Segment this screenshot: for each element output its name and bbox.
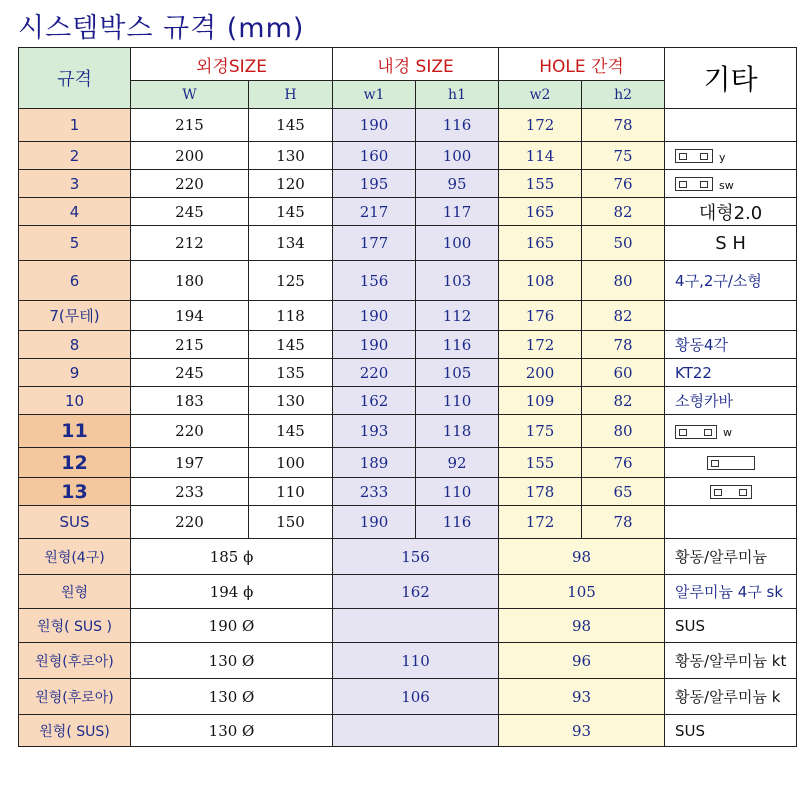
etc-cell bbox=[665, 142, 797, 170]
hole-w2-cell: 165 bbox=[499, 198, 582, 226]
spec-cell: 3 bbox=[19, 170, 131, 198]
spec-cell: 10 bbox=[19, 387, 131, 415]
inner-h1-cell: 100 bbox=[416, 226, 499, 261]
hole-w2-cell: 155 bbox=[499, 170, 582, 198]
outer-w-cell: 245 bbox=[131, 198, 249, 226]
table-row bbox=[19, 170, 797, 198]
table-row bbox=[19, 478, 797, 506]
inner-cell: 106 bbox=[333, 679, 499, 715]
subheader-h: H bbox=[249, 81, 333, 109]
etc-cell: SUS bbox=[665, 609, 797, 643]
etc-cell bbox=[665, 415, 797, 448]
box-diagram-icon bbox=[710, 485, 752, 499]
hole-cell: 105 bbox=[499, 575, 665, 609]
spec-cell: 9 bbox=[19, 359, 131, 387]
outer-w-cell: 180 bbox=[131, 261, 249, 301]
hole-w2-cell: 109 bbox=[499, 387, 582, 415]
etc-cell bbox=[665, 301, 797, 331]
inner-cell: 162 bbox=[333, 575, 499, 609]
table-row bbox=[19, 301, 797, 331]
hole-cell: 98 bbox=[499, 539, 665, 575]
spec-cell: 4 bbox=[19, 198, 131, 226]
box-diagram-icon bbox=[707, 456, 755, 470]
outer-h-cell: 145 bbox=[249, 109, 333, 142]
box-diagram-icon bbox=[675, 149, 713, 163]
inner-h1-cell: 116 bbox=[416, 331, 499, 359]
spec-cell: 원형( SUS) bbox=[19, 715, 131, 747]
table-row bbox=[19, 539, 797, 575]
etc-cell: 4구,2구/소형 bbox=[665, 261, 797, 301]
subheader-h1: h1 bbox=[416, 81, 499, 109]
etc-cell: 소형카바 bbox=[665, 387, 797, 415]
etc-cell: 대형2.0 bbox=[665, 198, 797, 226]
etc-cell bbox=[665, 170, 797, 198]
page-title: 시스템박스 규격 (mm) bbox=[18, 13, 305, 44]
inner-cell: 110 bbox=[333, 643, 499, 679]
table-row bbox=[19, 109, 797, 142]
spec-cell: 원형(후로아) bbox=[19, 643, 131, 679]
spec-cell: 6 bbox=[19, 261, 131, 301]
outer-h-cell: 125 bbox=[249, 261, 333, 301]
outer-h-cell: 130 bbox=[249, 387, 333, 415]
inner-w1-cell: 190 bbox=[333, 109, 416, 142]
etc-cell: 황동/알루미늄 kt bbox=[665, 643, 797, 679]
hole-w2-cell: 165 bbox=[499, 226, 582, 261]
inner-h1-cell: 118 bbox=[416, 415, 499, 448]
table-row bbox=[19, 226, 797, 261]
spec-cell: 5 bbox=[19, 226, 131, 261]
table-row bbox=[19, 448, 797, 478]
table-row bbox=[19, 643, 797, 679]
etc-cell bbox=[665, 448, 797, 478]
hole-h2-cell: 82 bbox=[582, 301, 665, 331]
subheader-w1: w1 bbox=[333, 81, 416, 109]
outer-diameter-cell: 130 Ø bbox=[131, 643, 333, 679]
outer-w-cell: 245 bbox=[131, 359, 249, 387]
etc-cell: 황동4각 bbox=[665, 331, 797, 359]
inner-w1-cell: 233 bbox=[333, 478, 416, 506]
hole-h2-cell: 78 bbox=[582, 506, 665, 539]
spec-cell: 원형(후로아) bbox=[19, 679, 131, 715]
table-row bbox=[19, 261, 797, 301]
table-row bbox=[19, 715, 797, 747]
inner-h1-cell: 110 bbox=[416, 478, 499, 506]
outer-w-cell: 233 bbox=[131, 478, 249, 506]
hole-w2-cell: 178 bbox=[499, 478, 582, 506]
spec-cell: 13 bbox=[19, 478, 131, 506]
etc-cell: 알루미늄 4구 sk bbox=[665, 575, 797, 609]
inner-h1-cell: 105 bbox=[416, 359, 499, 387]
hole-h2-cell: 80 bbox=[582, 415, 665, 448]
inner-w1-cell: 190 bbox=[333, 331, 416, 359]
spec-cell: SUS bbox=[19, 506, 131, 539]
hole-w2-cell: 172 bbox=[499, 331, 582, 359]
spec-cell: 원형( SUS ) bbox=[19, 609, 131, 643]
box-diagram-icon bbox=[675, 425, 717, 439]
outer-w-cell: 220 bbox=[131, 415, 249, 448]
table-row bbox=[19, 575, 797, 609]
etc-cell bbox=[665, 109, 797, 142]
etc-cell: 황동/알루미늄 bbox=[665, 539, 797, 575]
subheader-w2: w2 bbox=[499, 81, 582, 109]
header-inner-size: 내경 SIZE bbox=[333, 48, 499, 81]
outer-w-cell: 220 bbox=[131, 506, 249, 539]
etc-note: w bbox=[723, 426, 733, 439]
hole-h2-cell: 78 bbox=[582, 109, 665, 142]
spec-cell: 원형 bbox=[19, 575, 131, 609]
outer-h-cell: 100 bbox=[249, 448, 333, 478]
outer-h-cell: 150 bbox=[249, 506, 333, 539]
spec-cell: 7(무테) bbox=[19, 301, 131, 331]
hole-h2-cell: 78 bbox=[582, 331, 665, 359]
spec-cell: 11 bbox=[19, 415, 131, 448]
inner-h1-cell: 116 bbox=[416, 109, 499, 142]
outer-h-cell: 145 bbox=[249, 415, 333, 448]
outer-h-cell: 118 bbox=[249, 301, 333, 331]
hole-cell: 93 bbox=[499, 679, 665, 715]
inner-w1-cell: 217 bbox=[333, 198, 416, 226]
etc-cell: KT22 bbox=[665, 359, 797, 387]
hole-h2-cell: 76 bbox=[582, 170, 665, 198]
header-etc: 기타 bbox=[665, 48, 797, 109]
outer-diameter-cell: 130 Ø bbox=[131, 679, 333, 715]
outer-diameter-cell: 194 ϕ bbox=[131, 575, 333, 609]
hole-w2-cell: 172 bbox=[499, 109, 582, 142]
inner-h1-cell: 117 bbox=[416, 198, 499, 226]
hole-w2-cell: 175 bbox=[499, 415, 582, 448]
outer-h-cell: 134 bbox=[249, 226, 333, 261]
inner-w1-cell: 189 bbox=[333, 448, 416, 478]
table-row bbox=[19, 198, 797, 226]
outer-w-cell: 197 bbox=[131, 448, 249, 478]
spec-cell: 8 bbox=[19, 331, 131, 359]
inner-w1-cell: 190 bbox=[333, 301, 416, 331]
hole-cell: 96 bbox=[499, 643, 665, 679]
outer-h-cell: 135 bbox=[249, 359, 333, 387]
outer-w-cell: 194 bbox=[131, 301, 249, 331]
header-hole-spacing: HOLE 간격 bbox=[499, 48, 665, 81]
hole-h2-cell: 60 bbox=[582, 359, 665, 387]
table-row bbox=[19, 609, 797, 643]
outer-w-cell: 183 bbox=[131, 387, 249, 415]
table-row bbox=[19, 506, 797, 539]
table-row bbox=[19, 415, 797, 448]
hole-w2-cell: 176 bbox=[499, 301, 582, 331]
inner-h1-cell: 112 bbox=[416, 301, 499, 331]
outer-diameter-cell: 190 Ø bbox=[131, 609, 333, 643]
header-outer-size: 외경SIZE bbox=[131, 48, 333, 81]
table-row bbox=[19, 142, 797, 170]
subheader-h2: h2 bbox=[582, 81, 665, 109]
outer-w-cell: 215 bbox=[131, 331, 249, 359]
etc-note: y bbox=[719, 150, 726, 164]
hole-w2-cell: 155 bbox=[499, 448, 582, 478]
etc-note: sw bbox=[719, 178, 734, 192]
outer-h-cell: 145 bbox=[249, 198, 333, 226]
subheader-w: W bbox=[131, 81, 249, 109]
hole-h2-cell: 76 bbox=[582, 448, 665, 478]
etc-cell bbox=[665, 506, 797, 539]
spec-cell: 12 bbox=[19, 448, 131, 478]
inner-w1-cell: 190 bbox=[333, 506, 416, 539]
hole-w2-cell: 114 bbox=[499, 142, 582, 170]
table-row bbox=[19, 387, 797, 415]
inner-h1-cell: 92 bbox=[416, 448, 499, 478]
outer-diameter-cell: 130 Ø bbox=[131, 715, 333, 747]
inner-w1-cell: 195 bbox=[333, 170, 416, 198]
etc-cell bbox=[665, 478, 797, 506]
hole-h2-cell: 75 bbox=[582, 142, 665, 170]
table-row bbox=[19, 331, 797, 359]
hole-h2-cell: 80 bbox=[582, 261, 665, 301]
spec-cell: 1 bbox=[19, 109, 131, 142]
inner-h1-cell: 95 bbox=[416, 170, 499, 198]
outer-w-cell: 220 bbox=[131, 170, 249, 198]
hole-h2-cell: 65 bbox=[582, 478, 665, 506]
inner-h1-cell: 103 bbox=[416, 261, 499, 301]
hole-w2-cell: 108 bbox=[499, 261, 582, 301]
outer-h-cell: 145 bbox=[249, 331, 333, 359]
table-row bbox=[19, 679, 797, 715]
inner-w1-cell: 162 bbox=[333, 387, 416, 415]
etc-cell: SUS bbox=[665, 715, 797, 747]
inner-w1-cell: 156 bbox=[333, 261, 416, 301]
inner-cell bbox=[333, 609, 499, 643]
hole-cell: 93 bbox=[499, 715, 665, 747]
etc-cell: S H bbox=[665, 226, 797, 261]
outer-w-cell: 200 bbox=[131, 142, 249, 170]
inner-h1-cell: 100 bbox=[416, 142, 499, 170]
outer-h-cell: 120 bbox=[249, 170, 333, 198]
inner-cell: 156 bbox=[333, 539, 499, 575]
inner-w1-cell: 160 bbox=[333, 142, 416, 170]
inner-h1-cell: 110 bbox=[416, 387, 499, 415]
spec-table bbox=[18, 47, 797, 747]
inner-h1-cell: 116 bbox=[416, 506, 499, 539]
hole-h2-cell: 82 bbox=[582, 387, 665, 415]
hole-h2-cell: 50 bbox=[582, 226, 665, 261]
outer-h-cell: 110 bbox=[249, 478, 333, 506]
box-diagram-icon bbox=[675, 177, 713, 191]
hole-w2-cell: 172 bbox=[499, 506, 582, 539]
outer-w-cell: 215 bbox=[131, 109, 249, 142]
outer-h-cell: 130 bbox=[249, 142, 333, 170]
hole-cell: 98 bbox=[499, 609, 665, 643]
spec-cell: 2 bbox=[19, 142, 131, 170]
etc-cell: 황동/알루미늄 k bbox=[665, 679, 797, 715]
inner-w1-cell: 177 bbox=[333, 226, 416, 261]
inner-cell bbox=[333, 715, 499, 747]
outer-diameter-cell: 185 ϕ bbox=[131, 539, 333, 575]
outer-w-cell: 212 bbox=[131, 226, 249, 261]
spec-cell: 원형(4구) bbox=[19, 539, 131, 575]
header-spec: 규격 bbox=[19, 48, 131, 109]
inner-w1-cell: 220 bbox=[333, 359, 416, 387]
inner-w1-cell: 193 bbox=[333, 415, 416, 448]
hole-h2-cell: 82 bbox=[582, 198, 665, 226]
table-row bbox=[19, 359, 797, 387]
hole-w2-cell: 200 bbox=[499, 359, 582, 387]
